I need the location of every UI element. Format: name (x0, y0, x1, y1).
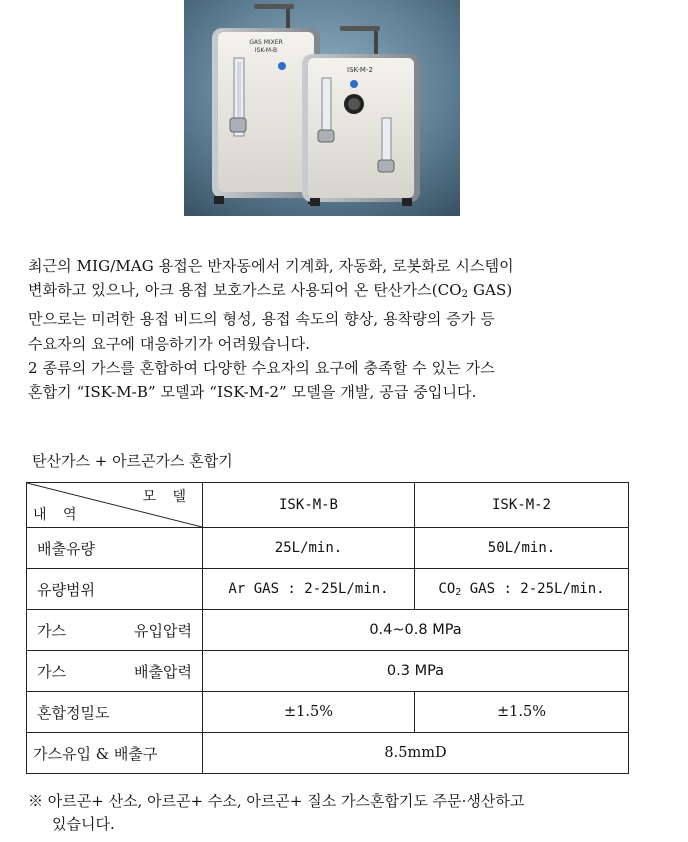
table-header-row (27, 483, 629, 528)
row-value-merged: 0.3 MPa (203, 651, 629, 692)
table-row (27, 569, 629, 610)
row-label: 혼합정밀도 (27, 692, 203, 733)
intro-line: 최근의 MIG/MAG 용접은 반자동에서 기계화, 자동화, 로봇화로 시스템이 (28, 257, 514, 275)
row-value: 50L/min. (415, 528, 629, 569)
table-row (27, 651, 629, 692)
row-label: 가스유입 & 배출구 (27, 733, 203, 774)
row-label: 배출유량 (27, 528, 203, 569)
intro-line: 변화하고 있으나, 아크 용접 보호가스로 사용되어 온 탄산가스($CO_2$ GAS) (28, 281, 513, 301)
intro-line: 수요자의 요구에 대응하기가 어려웠습니다. (28, 334, 311, 353)
table-row (27, 733, 629, 774)
device-left-model: ISK-M-B (254, 47, 278, 54)
product-photo (184, 0, 460, 216)
row-value: $CO_2$ GAS : 2-25L/min. (415, 569, 629, 610)
footnote-line: ※ 아르곤+ 산소, 아르곤+ 수소, 아르곤+ 질소 가스혼합기도 주문·생산하고 (28, 792, 525, 810)
row-value-merged: 8.5mmD (203, 733, 629, 774)
model-header: ISK-M-2 (415, 483, 629, 528)
model-header: ISK-M-B (203, 483, 415, 528)
header-diagonal-cell (27, 483, 203, 528)
header-model-label: 모 델 (142, 489, 192, 505)
intro-line: 만으로는 미려한 용접 비드의 형성, 용접 속도의 향상, 용착량의 증가 등 (28, 310, 495, 329)
spec-table (26, 482, 629, 774)
row-label: 유량범위 (27, 569, 203, 610)
device-left-title: GAS MIXER (249, 39, 283, 46)
row-value-merged: 0.4~0.8 MPa (203, 610, 629, 651)
row-label: 가스 배출압력 (27, 651, 203, 692)
footnote-line: 있습니다. (52, 815, 115, 833)
row-value: ±1.5% (415, 692, 629, 733)
header-item-label: 내 역 (33, 507, 83, 523)
row-value: ±1.5% (203, 692, 415, 733)
table-row (27, 610, 629, 651)
row-value: 25L/min. (203, 528, 415, 569)
device-right-model: ISK-M-2 (347, 66, 373, 74)
intro-line: 2 종류의 가스를 혼합하여 다양한 수요자의 요구에 충족할 수 있는 가스 (28, 358, 495, 377)
footnote (28, 790, 658, 836)
table-caption: 탄산가스 + 아르곤가스 혼합기 (32, 452, 233, 470)
table-row (27, 528, 629, 569)
row-label: 가스 유입압력 (27, 610, 203, 651)
intro-line: 혼합기 “ISK-M-B” 모델과 “ISK-M-2” 모델을 개발, 공급 중입니다. (28, 383, 477, 402)
row-value: Ar GAS : 2-25L/min. (203, 569, 415, 610)
table-row (27, 692, 629, 733)
intro-text (28, 254, 662, 404)
